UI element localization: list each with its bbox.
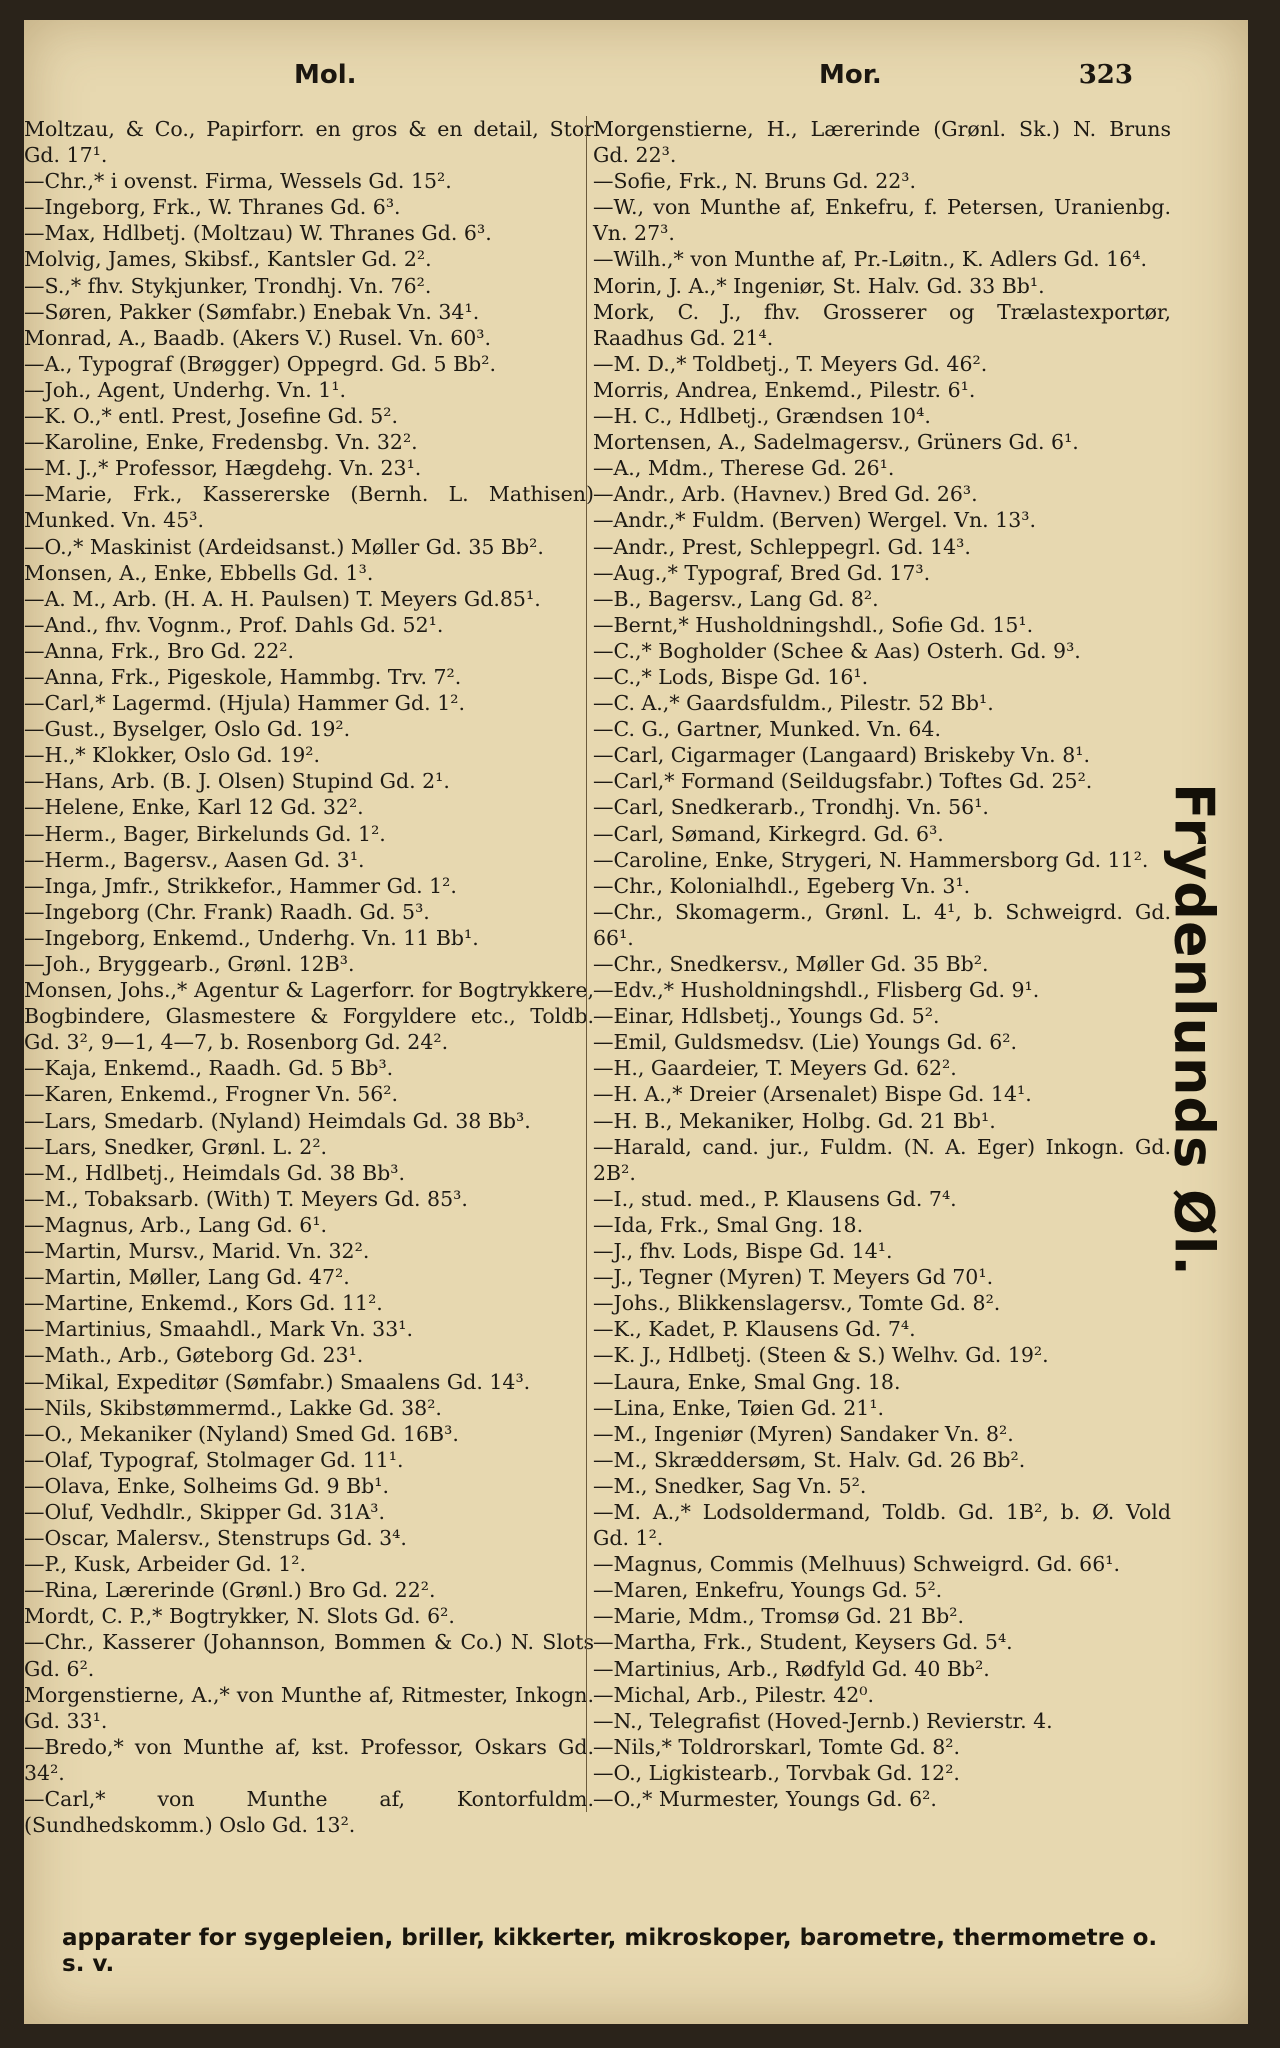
directory-entry: —Max, Hdlbetj. (Moltzau) W. Thranes Gd. 6³.: [24, 221, 492, 246]
side-advertisement-text: Frydenlunds Øl.: [1162, 783, 1226, 1277]
directory-entry: —Nils, Skibstømmermd., Lakke Gd. 38².: [24, 1395, 442, 1420]
directory-entry: —Nils,* Toldrorskarl, Tomte Gd. 8².: [593, 1734, 961, 1759]
directory-entry: —Mikal, Expeditør (Sømfabr.) Smaalens Gd. 14³.: [24, 1369, 531, 1394]
directory-entry: —Edv.,* Husholdningshdl., Flisberg Gd. 9¹.: [593, 978, 1040, 1003]
directory-entry: —K. J., Hdlbetj. (Steen & S.) Welhv. Gd. 19².: [593, 1343, 1049, 1368]
directory-entry: —Math., Arb., Gøteborg Gd. 23¹.: [24, 1343, 364, 1368]
directory-entry: —Lars, Smedarb. (Nyland) Heimdals Gd. 38 Bb³.: [24, 1108, 531, 1133]
directory-entry: —Gust., Byselger, Oslo Gd. 19².: [24, 717, 351, 742]
directory-entry: —Einar, Hdlsbetj., Youngs Gd. 5².: [593, 1004, 940, 1029]
directory-entry: —H., Gaardeier, T. Meyers Gd. 62².: [593, 1056, 957, 1081]
directory-entry: —Caroline, Enke, Strygeri, N. Hammersborg Gd. 11².: [593, 847, 1149, 872]
directory-entry: —C. A.,* Gaardsfuldm., Pilestr. 52 Bb¹.: [593, 691, 994, 716]
directory-entry: Mordt, C. P.,* Bogtrykker, N. Slots Gd. 6².: [24, 1604, 455, 1629]
directory-entry: —J., fhv. Lods, Bispe Gd. 14¹.: [593, 1239, 893, 1264]
directory-entry: —Andr., Arb. (Havnev.) Bred Gd. 26³.: [593, 482, 978, 507]
page-number: 323: [1078, 60, 1133, 90]
directory-entry: —Bernt,* Husholdningshdl., Sofie Gd. 15¹.: [593, 612, 1034, 637]
directory-entry: —Carl,* Formand (Seildugsfabr.) Toftes Gd. 25².: [593, 769, 1093, 794]
directory-entry: Morris, Andrea, Enkemd., Pilestr. 6¹.: [593, 377, 976, 402]
directory-entry: —Lina, Enke, Tøien Gd. 21¹.: [593, 1395, 885, 1420]
directory-entry: —Magnus, Arb., Lang Gd. 6¹.: [24, 1212, 328, 1237]
directory-entry: Monsen, Johs.,* Agentur & Lagerforr. for Bogtrykkere, Bogbindere, Glasmestere & Forgyldere etc., Toldb. Gd. 3², 9—1, 4—7, b. Rosenborg Gd. 24².: [24, 978, 594, 1055]
directory-entry: —H. B., Mekaniker, Holbg. Gd. 21 Bb¹.: [593, 1108, 996, 1133]
directory-entry: —Laura, Enke, Smal Gng. 18.: [593, 1369, 901, 1394]
directory-entry: —Carl,* Lagermd. (Hjula) Hammer Gd. 1².: [24, 691, 465, 716]
directory-entry: —Andr.,* Fuldm. (Berven) Wergel. Vn. 13³.: [593, 508, 1037, 533]
directory-entry: —Kaja, Enkemd., Raadh. Gd. 5 Bb³.: [24, 1056, 394, 1081]
directory-entry: Mortensen, A., Sadelmagersv., Grüners Gd. 6¹.: [593, 430, 1079, 455]
directory-entry: —H. C., Hdlbetj., Grændsen 10⁴.: [593, 404, 931, 429]
directory-entry: —Joh., Agent, Underhg. Vn. 1¹.: [24, 377, 347, 402]
directory-entry: —Chr., Kolonialhdl., Egeberg Vn. 3¹.: [593, 873, 971, 898]
directory-entry: —Emil, Guldsmedsv. (Lie) Youngs Gd. 6².: [593, 1030, 1018, 1055]
directory-entry: —Andr., Prest, Schleppegrl. Gd. 14³.: [593, 534, 971, 559]
directory-entry: —B., Bagersv., Lang Gd. 8².: [593, 586, 879, 611]
directory-entry: —Inga, Jmfr., Strikkefor., Hammer Gd. 1².: [24, 873, 457, 898]
directory-entry: —A. M., Arb. (H. A. H. Paulsen) T. Meyers Gd.85¹.: [24, 586, 541, 611]
directory-entry: —Chr., Skomagerm., Grønl. L. 4¹, b. Schweigrd. Gd. 66¹.: [593, 899, 1171, 950]
directory-entry: —Chr.,* i ovenst. Firma, Wessels Gd. 15².: [24, 169, 452, 194]
directory-entry: —Magnus, Commis (Melhuus) Schweigrd. Gd. 66¹.: [593, 1552, 1121, 1577]
directory-entry: —Oluf, Vedhdlr., Skipper Gd. 31A³.: [24, 1499, 385, 1524]
directory-entry: —K. O.,* entl. Prest, Josefine Gd. 5².: [24, 404, 398, 429]
directory-entry: —Ingeborg, Enkemd., Underhg. Vn. 11 Bb¹.: [24, 925, 479, 950]
directory-entry: —A., Mdm., Therese Gd. 26¹.: [593, 456, 895, 481]
directory-entry: —Harald, cand. jur., Fuldm. (N. A. Eger) Inkogn. Gd. 2B².: [593, 1134, 1171, 1185]
directory-entry: —Lars, Snedker, Grønl. L. 2².: [24, 1134, 328, 1159]
directory-entry: —Ingeborg (Chr. Frank) Raadh. Gd. 5³.: [24, 899, 430, 924]
directory-entry: Monrad, A., Baadb. (Akers V.) Rusel. Vn. 60³.: [24, 325, 492, 350]
directory-entry: —Anna, Frk., Pigeskole, Hammbg. Trv. 7².: [24, 664, 462, 689]
directory-entry: Monsen, A., Enke, Ebbells Gd. 1³.: [24, 560, 374, 585]
left-column: [24, 116, 594, 1838]
directory-entry: —M. J.,* Professor, Hægdehg. Vn. 23¹.: [24, 456, 422, 481]
directory-entry: Moltzau, & Co., Papirforr. en gros & en detail, Stor Gd. 17¹.: [24, 117, 594, 168]
directory-entry: —N., Telegrafist (Hoved-Jernb.) Revierstr. 4.: [593, 1708, 1053, 1733]
directory-entry: —Martinius, Arb., Rødfyld Gd. 40 Bb².: [593, 1656, 990, 1681]
directory-entry: —Chr., Snedkersv., Møller Gd. 35 Bb².: [593, 952, 989, 976]
directory-entry: —Marie, Frk., Kassererske (Bernh. L. Mathisen) Munked. Vn. 45³.: [24, 482, 594, 533]
footer-advertisement: apparater for sygepleien, briller, kikkerter, mikroskoper, barometre, thermometre o. s. v.: [62, 1925, 1158, 1977]
side-advertisement: [1159, 783, 1229, 1277]
directory-entry: —Maren, Enkefru, Youngs Gd. 5².: [593, 1578, 943, 1603]
directory-entry: —Martinius, Smaahdl., Mark Vn. 33¹.: [24, 1317, 413, 1342]
directory-entry: —Karen, Enkemd., Frogner Vn. 56².: [24, 1082, 399, 1107]
directory-entry: —C.,* Bogholder (Schee & Aas) Osterh. Gd. 9³.: [593, 638, 1081, 663]
directory-entry: —O., Ligkistearb., Torvbak Gd. 12².: [593, 1760, 960, 1785]
directory-entry: —C. G., Gartner, Munked. Vn. 64.: [593, 717, 941, 742]
directory-entry: —Carl, Cigarmager (Langaard) Briskeby Vn. 8¹.: [593, 743, 1090, 768]
directory-entry: —Carl, Sømand, Kirkegrd. Gd. 6³.: [593, 821, 944, 846]
directory-entry: Morgenstierne, H., Lærerinde (Grønl. Sk.) N. Bruns Gd. 22³.: [593, 117, 1171, 168]
directory-entry: Mork, C. J., fhv. Grosserer og Trælastexportør, Raadhus Gd. 21⁴.: [593, 299, 1171, 350]
directory-entry: —J., Tegner (Myren) T. Meyers Gd 70¹.: [593, 1265, 994, 1290]
directory-entry: —M. A.,* Lodsoldermand, Toldb. Gd. 1B², b. Ø. Vold Gd. 1².: [593, 1499, 1171, 1551]
directory-entry: —W., von Munthe af, Enkefru, f. Petersen, Uranienbg. Vn. 27³.: [593, 195, 1171, 246]
directory-entry: —Johs., Blikkenslagersv., Tomte Gd. 8².: [593, 1291, 1001, 1316]
directory-entry: —Rina, Lærerinde (Grønl.) Bro Gd. 22².: [24, 1578, 436, 1603]
directory-entry: —Ingeborg, Frk., W. Thranes Gd. 6³.: [24, 195, 401, 220]
directory-entry: —Olava, Enke, Solheims Gd. 9 Bb¹.: [24, 1473, 389, 1498]
directory-entry: —O.,* Maskinist (Ardeidsanst.) Møller Gd. 35 Bb².: [24, 534, 544, 559]
right-column: [586, 116, 1171, 1812]
directory-entry: —Martin, Mursv., Marid. Vn. 32².: [24, 1239, 370, 1264]
directory-entry: Morgenstierne, A.,* von Munthe af, Ritmester, Inkogn. Gd. 33¹.: [24, 1682, 594, 1733]
directory-entry: —Karoline, Enke, Fredensbg. Vn. 32².: [24, 430, 418, 455]
directory-entry: —S.,* fhv. Stykjunker, Trondhj. Vn. 76².: [24, 273, 432, 298]
directory-entry: —M., Skræddersøm, St. Halv. Gd. 26 Bb².: [593, 1447, 1026, 1472]
directory-entry: —Anna, Frk., Bro Gd. 22².: [24, 638, 295, 663]
directory-entry: —I., stud. med., P. Klausens Gd. 7⁴.: [593, 1186, 957, 1211]
directory-entry: —Wilh.,* von Munthe af, Pr.-Løitn., K. Adlers Gd. 16⁴.: [593, 247, 1148, 272]
directory-entry: —Chr., Kasserer (Johannson, Bommen & Co.) N. Slots Gd. 6².: [24, 1630, 594, 1681]
directory-entry: —M., Hdlbetj., Heimdals Gd. 38 Bb³.: [24, 1160, 405, 1185]
header-right-keyword: Mor.: [819, 60, 882, 90]
directory-entry: —Martin, Møller, Lang Gd. 47².: [24, 1265, 350, 1290]
directory-entry: —H. A.,* Dreier (Arsenalet) Bispe Gd. 14¹.: [593, 1082, 1032, 1107]
directory-entry: —Herm., Bagersv., Aasen Gd. 3¹.: [24, 847, 365, 872]
directory-entry: —Carl, Snedkerarb., Trondhj. Vn. 56¹.: [593, 795, 989, 820]
directory-entry: —O.,* Murmester, Youngs Gd. 6².: [593, 1787, 937, 1811]
directory-entry: —Helene, Enke, Karl 12 Gd. 32².: [24, 795, 364, 820]
directory-entry: —Marie, Mdm., Tromsø Gd. 21 Bb².: [593, 1604, 965, 1629]
directory-entry: —Joh., Bryggearb., Grønl. 12B³.: [24, 952, 355, 976]
directory-entry: —Herm., Bager, Birkelunds Gd. 1².: [24, 821, 386, 846]
directory-entry: —Aug.,* Typograf, Bred Gd. 17³.: [593, 560, 931, 585]
directory-entry: —Martha, Frk., Student, Keysers Gd. 5⁴.: [593, 1630, 1013, 1655]
directory-entry: —Olaf, Typograf, Stolmager Gd. 11¹.: [24, 1447, 404, 1472]
directory-entry: —O., Mekaniker (Nyland) Smed Gd. 16B³.: [24, 1421, 459, 1446]
directory-entry: —K., Kadet, P. Klausens Gd. 7⁴.: [593, 1317, 916, 1342]
directory-entry: —Martine, Enkemd., Kors Gd. 11².: [24, 1291, 383, 1316]
directory-entry: —M., Ingeniør (Myren) Sandaker Vn. 8².: [593, 1421, 1014, 1446]
directory-entry: —Oscar, Malersv., Stenstrups Gd. 3⁴.: [24, 1526, 407, 1551]
directory-entry: —And., fhv. Vognm., Prof. Dahls Gd. 52¹.: [24, 612, 444, 637]
directory-entry: —Hans, Arb. (B. J. Olsen) Stupind Gd. 2¹.: [24, 769, 450, 794]
header-left-keyword: Mol.: [294, 60, 357, 90]
directory-entry: —Bredo,* von Munthe af, kst. Professor, Oskars Gd. 34².: [24, 1734, 594, 1785]
directory-entry: —C.,* Lods, Bispe Gd. 16¹.: [593, 664, 869, 689]
directory-entry: —Michal, Arb., Pilestr. 42⁰.: [593, 1682, 875, 1707]
directory-entry: —Carl,* von Munthe af, Kontorfuldm. (Sundhedskomm.) Oslo Gd. 13².: [24, 1787, 594, 1838]
directory-entry: —Søren, Pakker (Sømfabr.) Enebak Vn. 34¹.: [24, 299, 480, 324]
directory-entry: —M. D.,* Toldbetj., T. Meyers Gd. 46².: [593, 351, 988, 376]
directory-entry: —P., Kusk, Arbeider Gd. 1².: [24, 1552, 307, 1577]
directory-entry: —M., Tobaksarb. (With) T. Meyers Gd. 85³.: [24, 1186, 468, 1211]
directory-entry: —H.,* Klokker, Oslo Gd. 19².: [24, 743, 321, 768]
directory-entry: —Sofie, Frk., N. Bruns Gd. 22³.: [593, 169, 917, 194]
directory-entry: —M., Snedker, Sag Vn. 5².: [593, 1473, 867, 1498]
directory-entry: —A., Typograf (Brøgger) Oppegrd. Gd. 5 Bb².: [24, 351, 496, 376]
directory-page: [24, 20, 1248, 2024]
directory-entry: —Ida, Frk., Smal Gng. 18.: [593, 1212, 864, 1237]
directory-entry: Molvig, James, Skibsf., Kantsler Gd. 2².: [24, 247, 432, 272]
directory-entry: Morin, J. A.,* Ingeniør, St. Halv. Gd. 33 Bb¹.: [593, 273, 1045, 298]
